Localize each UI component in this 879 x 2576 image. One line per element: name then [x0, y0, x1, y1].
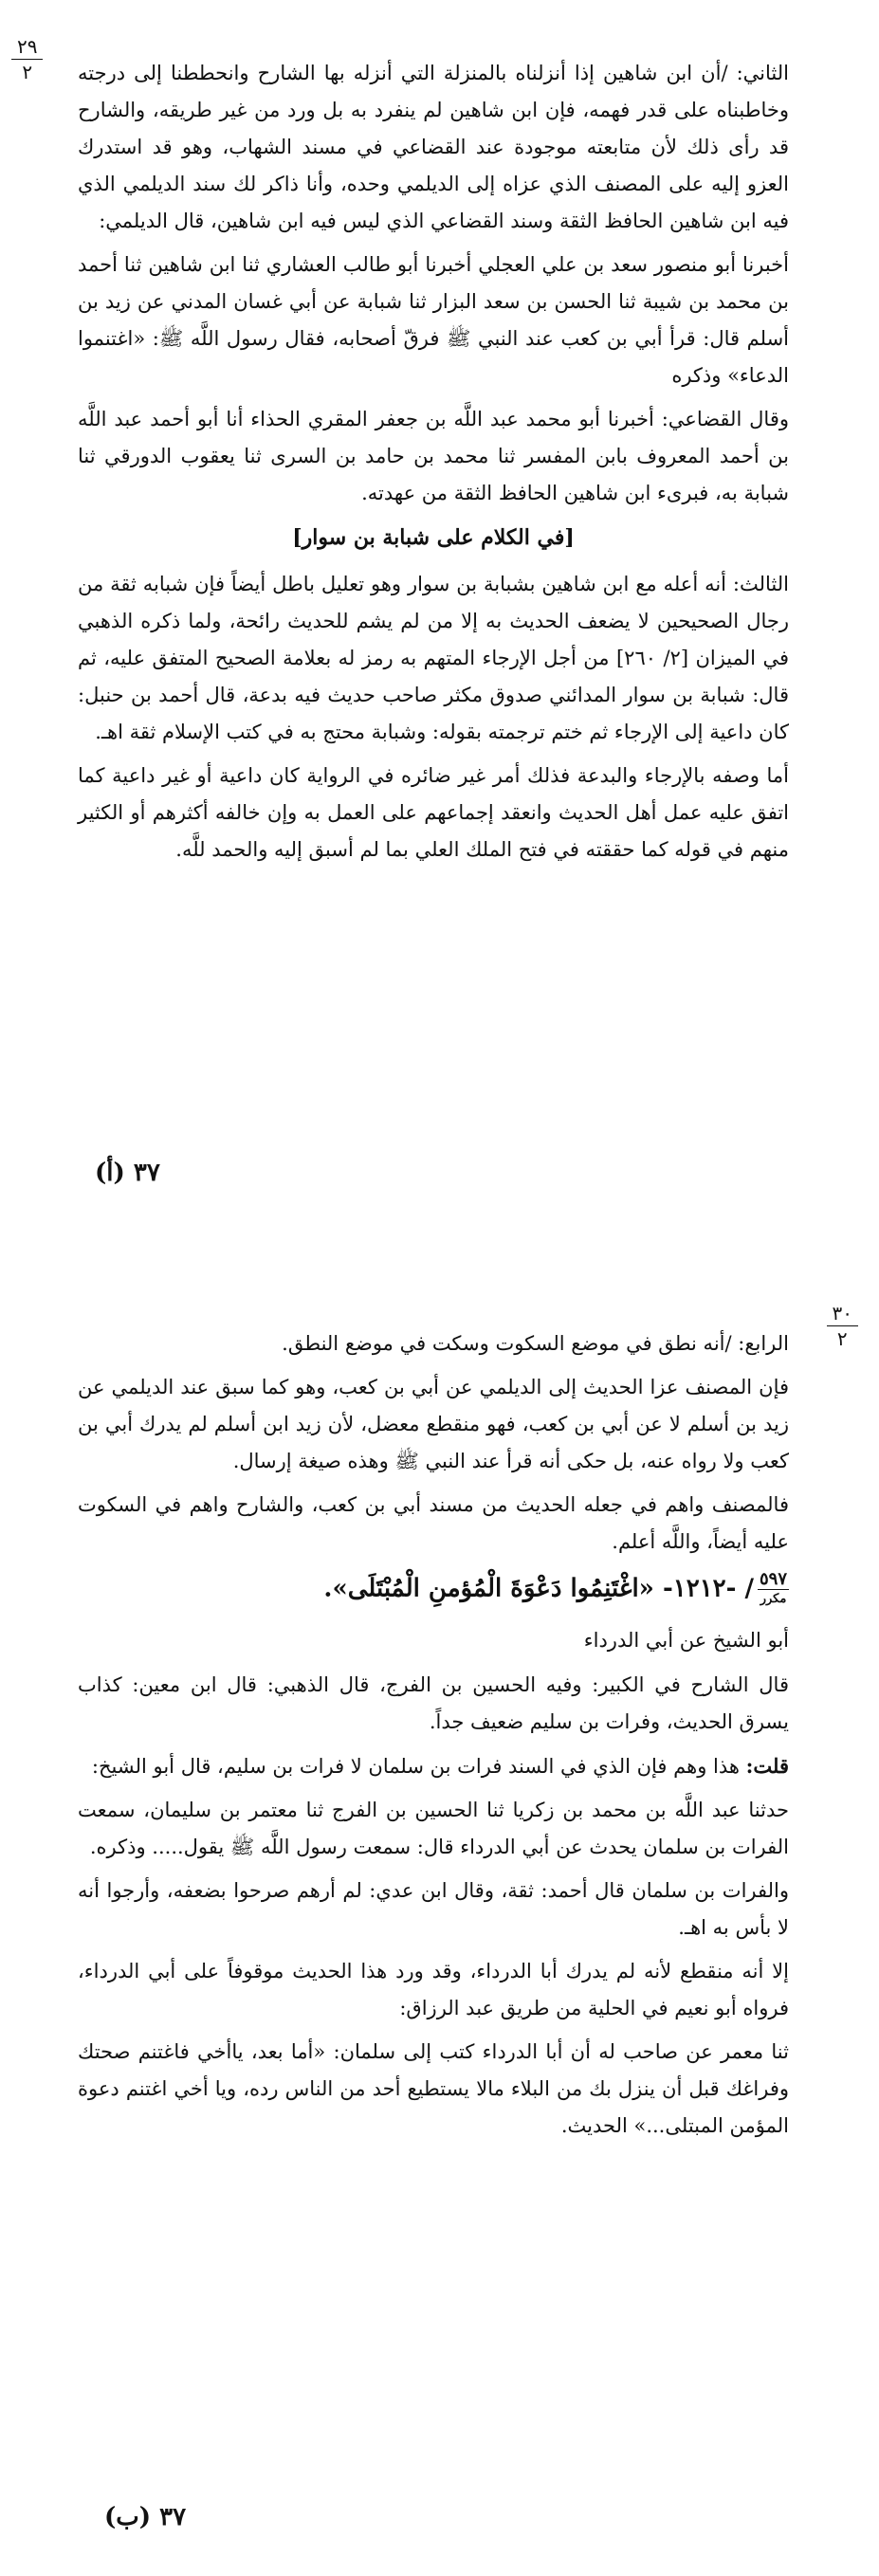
paragraph-qultu — [78, 1747, 789, 1785]
hadith-heading — [78, 1570, 789, 1609]
qultu-label: قلت: — [745, 1754, 789, 1778]
paragraph-third: الثالث: أنه أعله مع ابن شاهين بشبابة بن سوار وهو تعليل باطل أيضاً فإن شبابه ثقة من رجال الصحيحين لا يضعف الحديث به إلا من لم يشم للحديث رائحة، ولما ذكره الذهبي في الميزان [٢/ ٢٦٠] من أجل الإرجاء المتهم به رمز له بعلامة الصحيح المتفق عليه، ثم قال: شبابة بن سوار المدائني صدوق مكثر صاحب حديث فيه بدعة، قال أحمد بن حنبل: كان داعية إلى الإرجاء ثم ختم ترجمته بقوله: وشبابة محتج به في كتب الإسلام ثقة اهـ. — [78, 573, 789, 743]
paragraph-qudai-chain: وقال القضاعي: أخبرنا أبو محمد عبد اللَّه بن جعفر المقري الحذاء أنا أبو أحمد عبد اللَّه بن أحمد المعروف بابن المفسر ثنا محمد بن حامد بن السرى ثنا يعقوب الدورقي ثنا شبابة به، فبرىء ابن شاهين الحافظ الثقة من عهدته. — [78, 408, 789, 504]
paragraph-second: الثاني: /أن ابن شاهين إذا أنزلناه بالمنزلة التي أنزله بها الشارح وانحططنا إلى درجته وخاطبناه على قدر فهمه، فإن ابن شاهين لم ينفرد به بل ورد من غير طريقه، والشارح قد رأى ذلك لأن متابعته موجودة عند القضاعي في مسند الشهاب، وهو قد استدرك العزو إليه على المصنف الذي عزاه إلى الديلمي وحده، وأنا ذاكر لك سند الديلمي الذي فيه ابن شاهين الحافظ الثقة وسند القضاعي الذي ليس فيه ابن شاهين، قال الديلمي: — [78, 62, 789, 232]
hadith-source: أبو الشيخ عن أبي الدرداء — [583, 1629, 789, 1652]
qultu-text: هذا وهم فإن الذي في السند فرات بن سلمان لا فرات بن سليم، قال أبو الشيخ: — [91, 1755, 746, 1778]
paragraph-munqati: إلا أنه منقطع لأنه لم يدرك أبا الدرداء، وقد ورد هذا الحديث موقوفاً على أبي الدرداء، فرواه أبو نعيم في الحلية من طريق عبد الرزاق: — [78, 1960, 789, 2019]
paragraph-mamar: ثنا معمر عن صاحب له أن أبا الدرداء كتب إلى سلمان: «أما بعد، ياأخي فاغتنم صحتك وفراغك قبل أن ينزل بك من البلاء مالا يستطيع أحد من الناس رده، ويا أخي اغتنم دعوة المؤمن المبتلى...» الحديث. — [78, 2040, 789, 2137]
section-heading-shababa: [في الكلام على شبابة بن سوار] — [292, 525, 575, 550]
page-marker-top — [11, 34, 43, 84]
paragraph-dailami-chain: أخبرنا أبو منصور سعد بن علي العجلي أخبرنا أبو طالب العشاري ثنا ابن شاهين ثنا أحمد بن محمد بن شيبة ثنا الحسن بن سعد البزار ثنا شبابة عن أبي غسان المدني عن زيد بن أسلم قال: قرأ أبي بن كعب عند النبي ﷺ فرقّ أصحابه، فقال رسول اللَّه ﷺ: «اغتنموا الدعاء» وذكره — [78, 253, 789, 387]
hadith-text: / -١٢١٢- «اغْتَنِمُوا دَعْوَةَ الْمُؤمنِ الْمُبْتَلَى». — [323, 1574, 754, 1603]
page-marker-top-part: ٢ — [22, 61, 33, 83]
folio-b: ٣٧ (ب) — [104, 2503, 187, 2531]
hadith-ref-note: مكرر — [760, 1592, 787, 1606]
paragraph-irja: أما وصفه بالإرجاء والبدعة فذلك أمر غير ضائره في الرواية كان داعية أو غير داعية كما اتفق عليه عمل أهل الحديث وانعقد إجماعهم على العمل به وإن خالفه أكثرهم أو الكثير منهم في قوله كما حققته في فتح الملك العلي بما لم أسبق إليه والحمد للَّه. — [78, 764, 789, 861]
paragraph-musannif-error: فالمصنف واهم في جعله الحديث من مسند أبي بن كعب، والشارح واهم في السكوت عليه أيضاً، واللَّه أعلم. — [78, 1493, 789, 1553]
page-marker-top-page: ٢٩ — [11, 34, 43, 60]
paragraph-abu-shaykh-chain: حدثنا عبد اللَّه بن محمد بن زكريا ثنا الحسين بن الفرج ثنا معتمر بن سليمان، سمعت الفرات بن سلمان يحدث عن أبي الدرداء قال: سمعت رسول اللَّه ﷺ يقول..... وذكره. — [78, 1799, 789, 1858]
hadith-number-fraction — [758, 1570, 789, 1609]
paragraph-furat: والفرات بن سلمان قال أحمد: ثقة، وقال ابن عدي: لم أرهم صرحوا بضعفه، وأرجوا أنه لا بأس به اهـ. — [78, 1879, 789, 1939]
page-marker-mid-part: ٢ — [836, 1327, 848, 1350]
paragraph-fourth: الرابع: /أنه نطق في موضع السكوت وسكت في موضع النطق. — [282, 1332, 789, 1355]
section-one — [78, 55, 789, 875]
paragraph-musannif-attribution: فإن المصنف عزا الحديث إلى الديلمي عن أبي بن كعب، وهو كما سبق عند الديلمي عن زيد بن أسلم لا عن أبي بن كعب، فهو منقطع معضل، لأن زيد ابن أسلم لم يدرك أبي بن كعب ولا رواه عنه، بل حكى أنه قرأ عند النبي ﷺ وهذه صيغة إرسال. — [78, 1376, 789, 1472]
page-marker-mid — [827, 1301, 858, 1351]
paragraph-sharih-kabir: قال الشارح في الكبير: وفيه الحسين بن الفرج، قال الذهبي: قال ابن معين: كذاب يسرق الحديث، وفرات بن سليم ضعيف جداً. — [78, 1673, 789, 1733]
hadith-ref-number: ٥٩٧ — [759, 1569, 787, 1589]
page-marker-mid-page: ٣٠ — [827, 1301, 858, 1326]
folio-a: ٣٧ (أ) — [95, 1159, 160, 1187]
section-two — [78, 1325, 789, 2151]
